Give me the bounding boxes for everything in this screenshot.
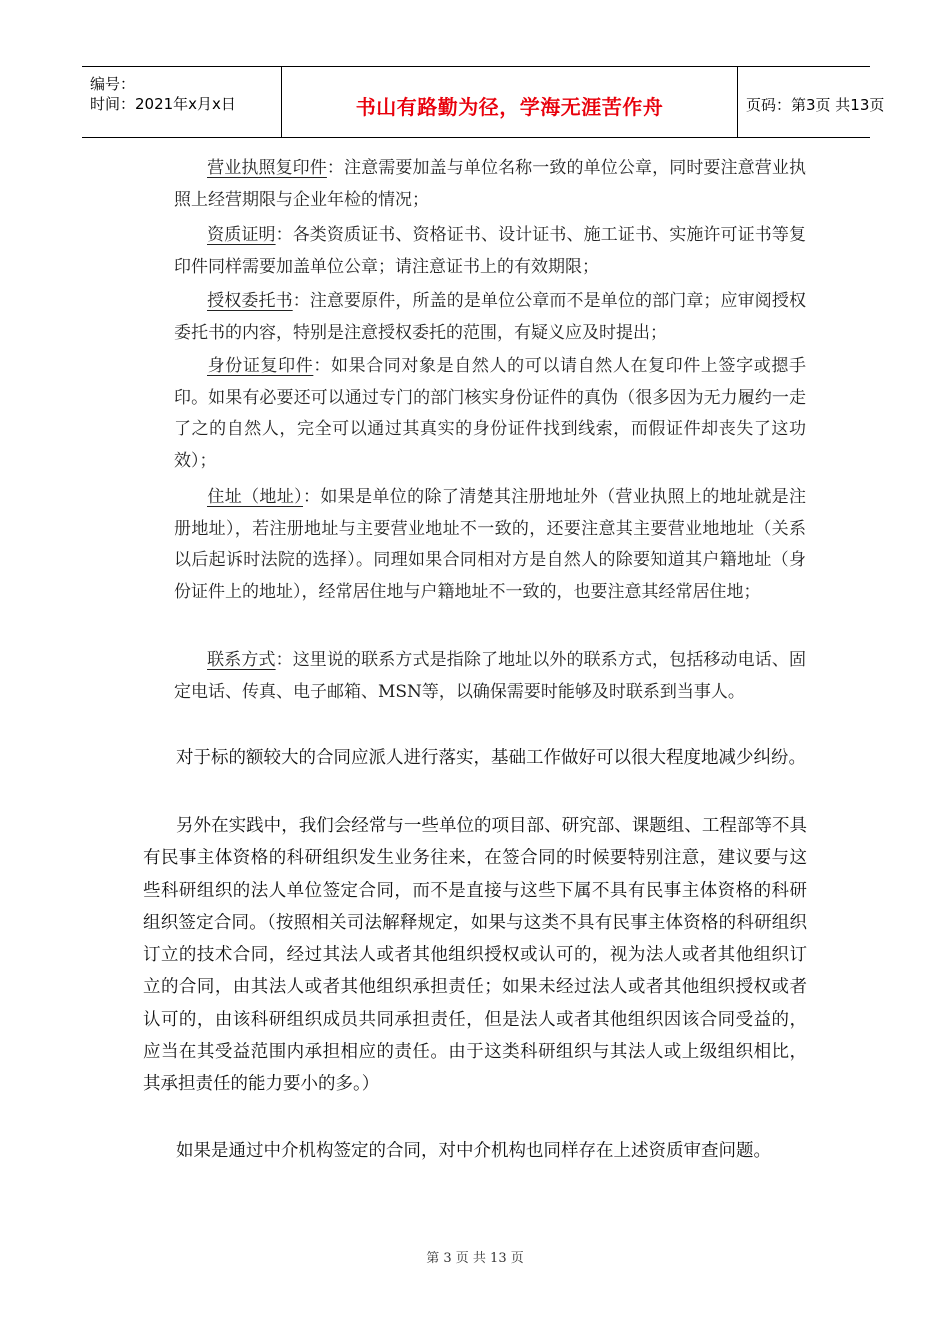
list-item (174, 286, 806, 349)
list-item (174, 482, 806, 609)
item-text: ：这里说的联系方式是指除了地址以外的联系方式，包括移动电话、固定电话、传真、电子邮箱、MSN等，以确保需要时能够及时联系到当事人。 (174, 650, 807, 702)
page-footer: 第 3 页 共 13 页 (426, 1251, 524, 1266)
header-page-cell (738, 67, 885, 137)
item-term: 联系方式 (207, 650, 276, 670)
list-item (174, 153, 806, 216)
item-text: ：注意要原件，所盖的是单位公章而不是单位的部门章；应审阅授权委托书的内容，特别是注意授权委托的范围，有疑义应及时提出； (174, 291, 807, 343)
paragraph-text: 另外在实践中，我们会经常与一些单位的项目部、研究部、课题组、工程部等不具有民事主体资格的科研组织发生业务往来，在签合同的时候要特别注意，建议要与这些科研组织的法人单位签定合同，而不是直接与这些下属不具有民事主体资格的科研组织签定合同。（按照相关司法解释规定，如果与这类不具有民事主体资格的科研组织订立的技术合同，经过其法人或者其他组织授权或认可的，视为法人或者其他组织订立的合同，由其法人或者其他组织承担责任；如果未经过法人或者其他组织授权或者认可的，由该科研组织成员共同承担责任，但是法人或者其他组织因该合同受益的，应当在其受益范围内承担相应的责任。由于这类科研组织与其法人或上级组织相比，其承担责任的能力要小的多。） (143, 816, 807, 1095)
item-text: ：注意需要加盖与单位名称一致的单位公章，同时要注意营业执照上经营期限与企业年检的情况； (174, 158, 807, 210)
header-meta-cell (82, 67, 282, 137)
motto: 书山有路勤为径，学海无涯苦作舟 (355, 95, 664, 119)
item-term: 营业执照复印件 (207, 158, 327, 178)
page-label: 页码：第3页 共13页 (746, 96, 885, 114)
item-text: ：如果是单位的除了清楚其注册地址外（营业执照上的地址就是注册地址），若注册地址与主要营业地址不一致的，还要注意其主要营业地地址（关系以后起诉时法院的选择）。同理如果合同相对方是自然人的除要知道其户籍地址（身份证件上的地址），经常居住地与户籍地址不一致的，也要注意其经常居住地； (174, 487, 806, 603)
list-item (174, 220, 806, 283)
list-item (174, 645, 806, 708)
time-label: 时间：2021年x月x日 (90, 95, 236, 113)
item-term: 资质证明 (207, 225, 276, 245)
paragraph (143, 810, 807, 1101)
paragraph (143, 742, 807, 774)
item-term: 授权委托书 (207, 291, 293, 311)
list-item (174, 351, 806, 478)
item-text: ：如果合同对象是自然人的可以请自然人在复印件上签字或摁手印。如果有必要还可以通过专门的部门核实身份证件的真伪（很多因为无力履约一走了之的自然人，完全可以通过其真实的身份证件找到线索，而假证件却丧失了这功效）； (174, 356, 807, 472)
header-motto-cell (282, 67, 738, 137)
item-text: ：各类资质证书、资格证书、设计证书、施工证书、实施许可证书等复印件同样需要加盖单位公章；请注意证书上的有效期限； (174, 225, 807, 277)
item-term: 身份证复印件 (207, 356, 314, 376)
paragraph (143, 1135, 807, 1167)
paragraph-text: 对于标的额较大的合同应派人进行落实，基础工作做好可以很大程度地减少纠纷。 (176, 748, 806, 768)
item-term: 住址（地址） (207, 487, 303, 507)
number-label: 编号： (90, 75, 136, 93)
paragraph-text: 如果是通过中介机构签定的合同，对中介机构也同样存在上述资质审查问题。 (176, 1141, 771, 1161)
page-header (82, 66, 885, 138)
